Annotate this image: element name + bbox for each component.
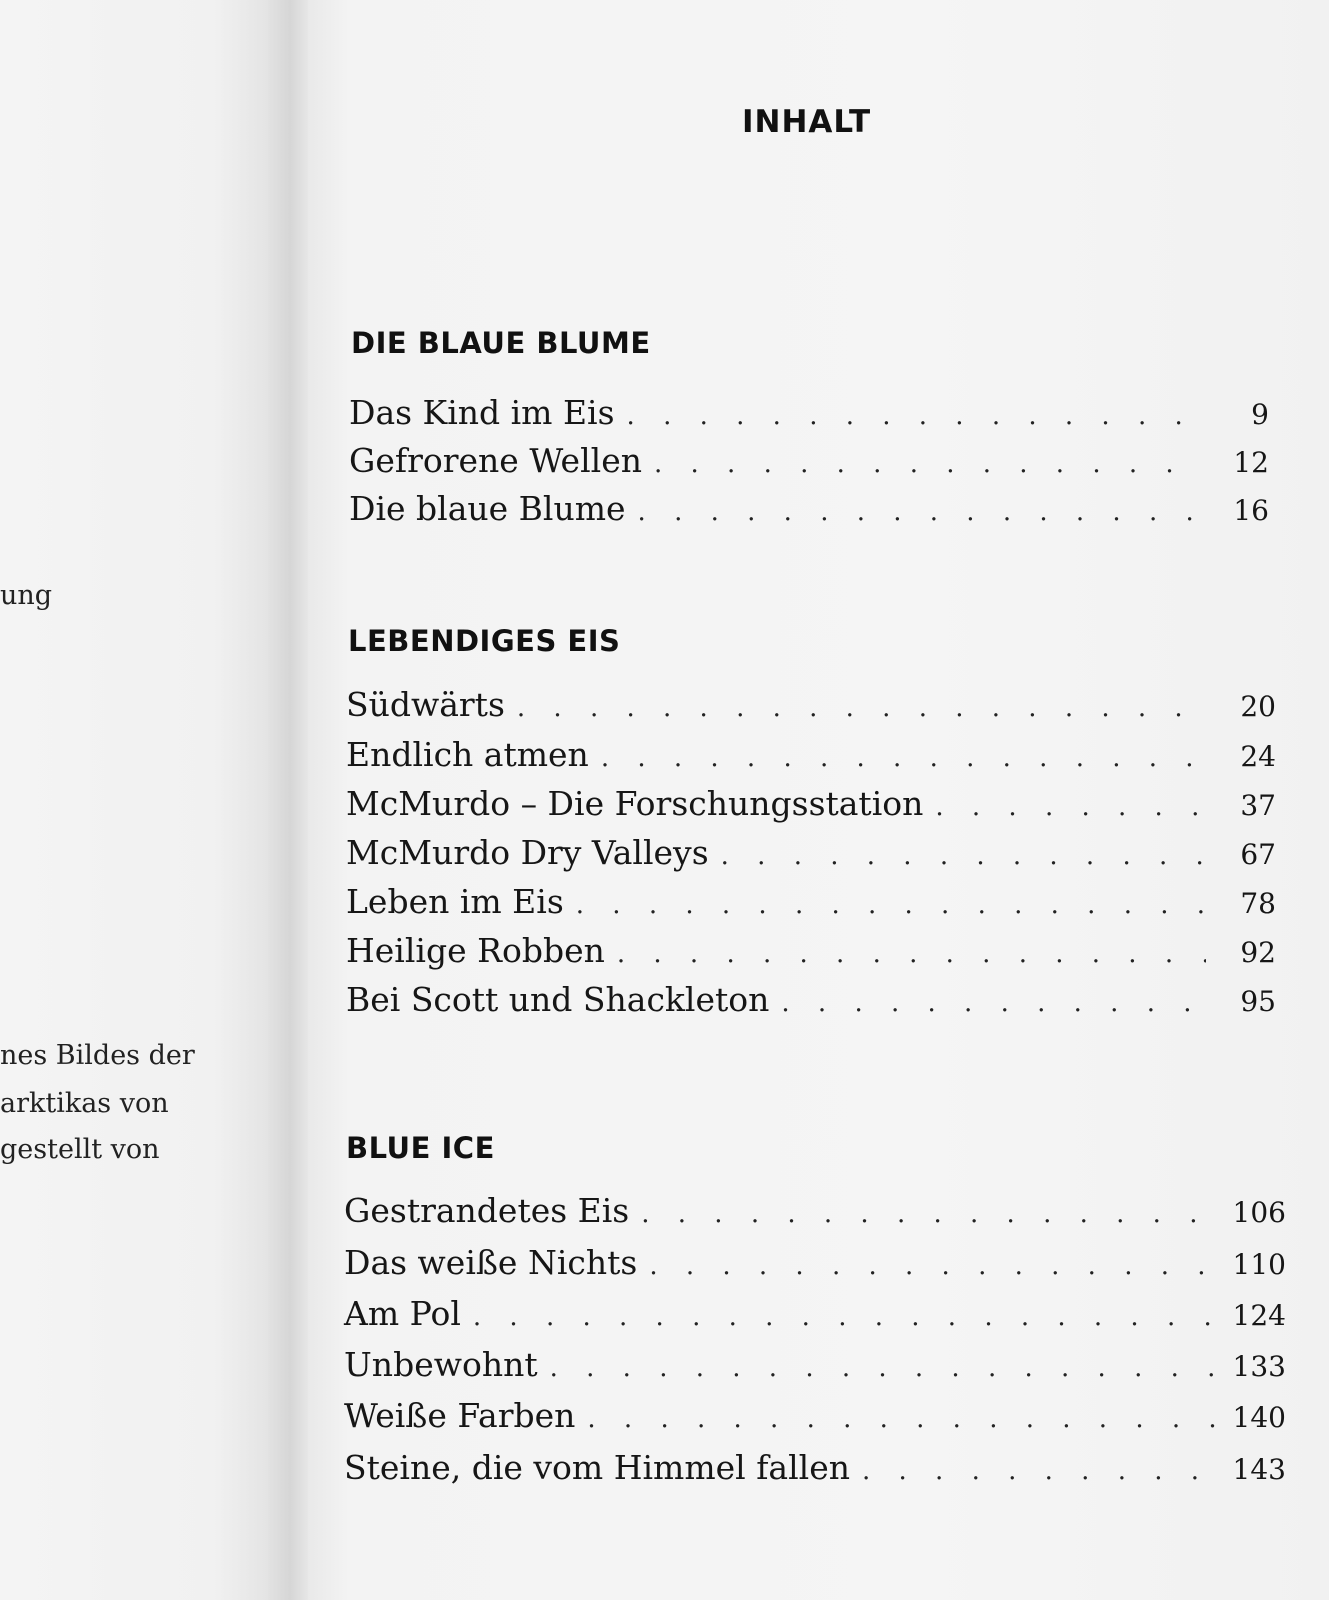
toc-entry-title: McMurdo Dry Valleys <box>346 833 709 872</box>
toc-entry[interactable] <box>346 833 1276 873</box>
section-title: BLUE ICE <box>346 1131 495 1165</box>
toc-entry[interactable] <box>346 685 1276 725</box>
toc-entry-page: 140 <box>1232 1401 1286 1434</box>
toc-entry-page: 124 <box>1232 1299 1286 1332</box>
dot-leader <box>587 1399 1216 1439</box>
left-page-text-line: arktikas von <box>0 1088 169 1119</box>
toc-entry-title: Das Kind im Eis <box>349 393 615 432</box>
book-gutter <box>268 0 308 1600</box>
left-page-text-line: gestellt von <box>0 1134 160 1165</box>
toc-entry[interactable] <box>344 1345 1286 1385</box>
dot-leader <box>627 396 1199 436</box>
toc-entry-title: Die blaue Blume <box>349 489 626 528</box>
toc-entry-title: Am Pol <box>344 1294 461 1333</box>
toc-entry-page: 133 <box>1232 1350 1286 1383</box>
toc-entry-page: 110 <box>1232 1248 1286 1281</box>
toc-entry-title: Das weiße Nichts <box>344 1243 638 1282</box>
section-title: LEBENDIGES EIS <box>348 624 621 658</box>
toc-entry-title: Steine, die vom Himmel fallen <box>344 1448 850 1487</box>
toc-entry-page: 12 <box>1233 446 1269 479</box>
dot-leader <box>576 885 1206 925</box>
left-page <box>0 0 268 1600</box>
toc-entry-page: 37 <box>1240 789 1276 822</box>
dot-leader <box>517 688 1206 728</box>
toc-entry-page: 67 <box>1240 838 1276 871</box>
page-title: INHALT <box>742 104 872 140</box>
toc-entry-page: 16 <box>1233 494 1269 527</box>
toc-entry[interactable] <box>349 489 1269 529</box>
left-page-text-line: nes Bildes der <box>0 1040 195 1071</box>
dot-leader <box>641 1194 1216 1234</box>
toc-entry-page: 9 <box>1251 398 1269 431</box>
toc-entry-page: 24 <box>1240 740 1276 773</box>
dot-leader <box>862 1451 1216 1491</box>
toc-entry[interactable] <box>344 1396 1286 1436</box>
toc-entry[interactable] <box>346 931 1276 971</box>
dot-leader <box>935 787 1206 827</box>
toc-entry[interactable] <box>346 784 1276 824</box>
dot-leader <box>721 836 1206 876</box>
toc-entry-title: Weiße Farben <box>344 1396 576 1435</box>
left-page-text-line: ung <box>0 580 53 611</box>
toc-entry-page: 106 <box>1232 1196 1286 1229</box>
toc-entry-page: 95 <box>1240 985 1276 1018</box>
toc-entry-page: 20 <box>1240 690 1276 723</box>
toc-entry-page: 92 <box>1240 936 1276 969</box>
toc-entry[interactable] <box>346 735 1276 775</box>
dot-leader <box>550 1348 1216 1388</box>
toc-entry-title: Unbewohnt <box>344 1345 538 1384</box>
dot-leader <box>654 444 1199 484</box>
toc-entry-page: 143 <box>1232 1453 1286 1486</box>
toc-entry[interactable] <box>349 441 1269 481</box>
toc-entry-title: Gefrorene Wellen <box>349 441 642 480</box>
toc-entry[interactable] <box>346 980 1276 1020</box>
toc-entry-title: Leben im Eis <box>346 882 564 921</box>
toc-entry[interactable] <box>344 1191 1286 1231</box>
toc-entry-title: Gestrandetes Eis <box>344 1191 630 1230</box>
dot-leader <box>617 934 1206 974</box>
toc-entry[interactable] <box>349 393 1269 433</box>
section-title: DIE BLAUE BLUME <box>351 326 651 360</box>
toc-entry-title: McMurdo – Die Forschungsstation <box>346 784 924 823</box>
toc-entry-page: 78 <box>1240 887 1276 920</box>
dot-leader <box>601 738 1206 778</box>
toc-entry[interactable] <box>346 882 1276 922</box>
toc-entry-title: Südwärts <box>346 685 505 724</box>
dot-leader <box>638 492 1199 532</box>
toc-entry-title: Heilige Robben <box>346 931 605 970</box>
dot-leader <box>781 983 1206 1023</box>
toc-entry-title: Bei Scott und Shackleton <box>346 980 770 1019</box>
toc-entry[interactable] <box>344 1448 1286 1488</box>
dot-leader <box>649 1246 1216 1286</box>
toc-entry[interactable] <box>344 1243 1286 1283</box>
toc-entry-title: Endlich atmen <box>346 735 589 774</box>
toc-entry[interactable] <box>344 1294 1286 1334</box>
dot-leader <box>473 1297 1216 1337</box>
